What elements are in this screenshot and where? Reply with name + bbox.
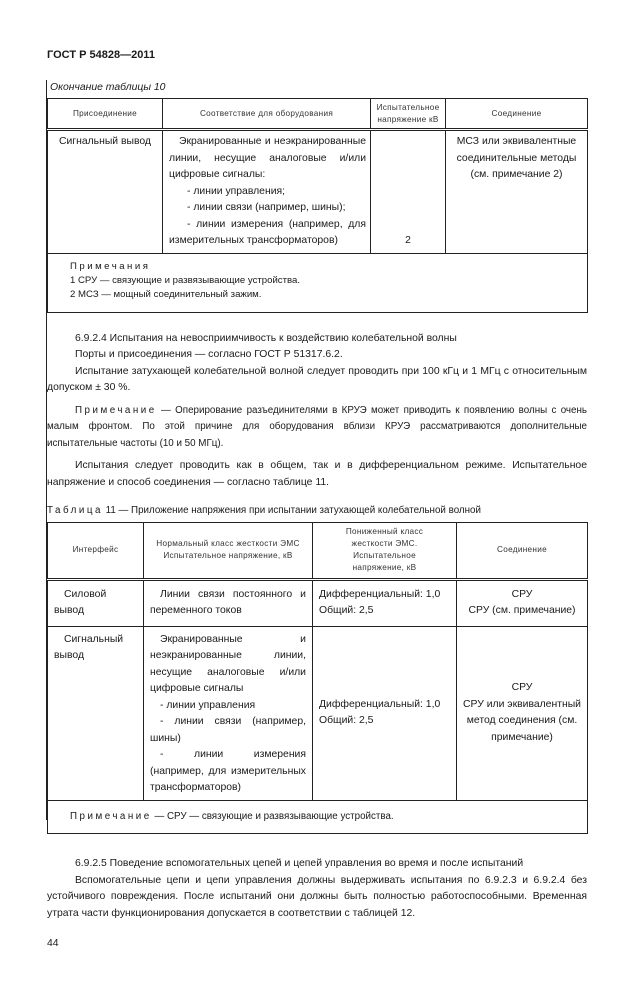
page-number: 44 xyxy=(47,938,59,949)
table-cell: Силовой вывод xyxy=(48,579,144,626)
table-header: Интерфейс xyxy=(48,522,144,579)
table-header: Нормальный класс жесткости ЭМС Испытательное напряжение, кВ xyxy=(144,522,313,579)
table-cell xyxy=(163,130,371,254)
notes-title: Примечания xyxy=(70,260,151,272)
note: 1 СРУ — связующие и развязывающие устройства. xyxy=(70,274,300,286)
table-cell xyxy=(313,579,457,626)
cell-line: СРУ или эквивалентный метод соединения (см. примечание) xyxy=(463,698,581,743)
table-header: Присоединение xyxy=(48,99,163,130)
table-notes-row xyxy=(48,800,588,834)
table-header: Соответствие для оборудования xyxy=(163,99,371,130)
table-cell xyxy=(144,626,313,800)
table11-caption xyxy=(47,503,587,520)
section-6-9-2-4 xyxy=(47,331,587,492)
table-header: Соединение xyxy=(446,99,588,130)
paragraph: Порты и присоединения — согласно ГОСТ Р 51317.6.2. xyxy=(75,349,343,360)
table-cell xyxy=(313,626,457,800)
cell-line: - линии связи (например, шины); xyxy=(187,202,346,213)
note-label: Примечание xyxy=(75,404,157,416)
note: 2 МСЗ — мощный соединительный зажим. xyxy=(70,288,262,300)
table-cell: Сигнальный вывод xyxy=(48,626,144,800)
table-header: Пониженный класс жесткости ЭМС. Испытательное напряжение, кВ xyxy=(313,522,457,579)
document-header: ГОСТ Р 54828—2011 xyxy=(47,49,155,61)
table-notes-row xyxy=(48,253,588,312)
cell-line: СРУ xyxy=(511,588,533,600)
table-10 xyxy=(47,98,588,313)
section-6-9-2-5 xyxy=(47,856,587,922)
cell-line: Экранированные и неэкранированные линии, несущие аналоговые и/или цифровые сигналы: xyxy=(169,136,366,180)
cell-line: СРУ (см. примечание) xyxy=(468,605,576,616)
cell-line: Дифференциальный: 1,0 xyxy=(319,588,441,600)
cell-line: - линии измерения (например, для измерительных трансформаторов) xyxy=(150,749,306,793)
table-cell: 2 xyxy=(371,130,446,254)
note-paragraph xyxy=(47,403,587,453)
cell-line: - линии управления xyxy=(160,699,256,711)
table-header: Испытательное напряжение кВ xyxy=(371,99,446,130)
cell-line: Общий: 2,5 xyxy=(319,605,374,616)
table-row xyxy=(48,626,588,800)
cell-line: Общий: 2,5 xyxy=(319,715,374,726)
paragraph: Вспомогательные цепи и цепи управления должны выдерживать испытания по 6.9.2.3 и 6.9.2.4 без устойчивого повреждения. После испытаний они должны быть полностью работоспособными. Временная утрата части функционирования допускается в соответствии с таблицей 12. xyxy=(47,874,587,919)
cell-line: - линии измерения (например, для измерительных трансформаторов) xyxy=(169,218,366,246)
section-heading: 6.9.2.4 Испытания на невосприимчивость к воздействию колебательной волны xyxy=(75,332,457,344)
table-cell: МСЗ или эквивалентные соединительные методы (см. примечание 2) xyxy=(446,130,588,254)
paragraph: Испытание затухающей колебательной волной следует проводить при 100 кГц и 1 МГц с относительным допуском ± 30 %. xyxy=(47,365,587,393)
table-header: Соединение xyxy=(457,522,588,579)
note-label: Примечание xyxy=(70,810,152,822)
change-bar xyxy=(46,80,47,820)
table-cell: Сигнальный вывод xyxy=(48,130,163,254)
section-heading: 6.9.2.5 Поведение вспомогательных цепей и цепей управления во время и после испытаний xyxy=(75,858,524,869)
caption-text: 11 — Приложение напряжения при испытании затухающей колебательной волной xyxy=(102,505,481,516)
table-cell: Линии связи постоянного и переменного токов xyxy=(144,579,313,626)
caption-label: Таблица xyxy=(47,505,103,516)
table-row xyxy=(48,130,588,254)
note-text: — СРУ — связующие и развязывающие устройства. xyxy=(151,810,394,822)
table-row xyxy=(48,579,588,626)
cell-line: - линии управления; xyxy=(187,185,286,197)
table-cell xyxy=(457,579,588,626)
cell-line: Экранированные и неэкранированные линии, несущие аналоговые и/или цифровые сигналы xyxy=(150,633,306,694)
cell-line: СРУ xyxy=(511,682,533,693)
table10-continuation: Окончание таблицы 10 xyxy=(50,81,166,93)
cell-line: - линии связи (например, шины) xyxy=(150,716,306,744)
paragraph: Испытания следует проводить как в общем, так и в дифференциальном режиме. Испытательное напряжение и способ соединения — согласно таблице 11. xyxy=(47,460,587,488)
cell-line: Дифференциальный: 1,0 xyxy=(319,698,441,710)
note-text: — Оперирование разъединителями в КРУЭ может приводить к появлению волны с очень малым фронтом. По этой причине для оборудования вблизи КРУЭ рассматриваются дополнительные испытательные частоты (10 и 50 МГц). xyxy=(47,404,587,449)
table-cell xyxy=(457,626,588,800)
table-11 xyxy=(47,522,588,835)
